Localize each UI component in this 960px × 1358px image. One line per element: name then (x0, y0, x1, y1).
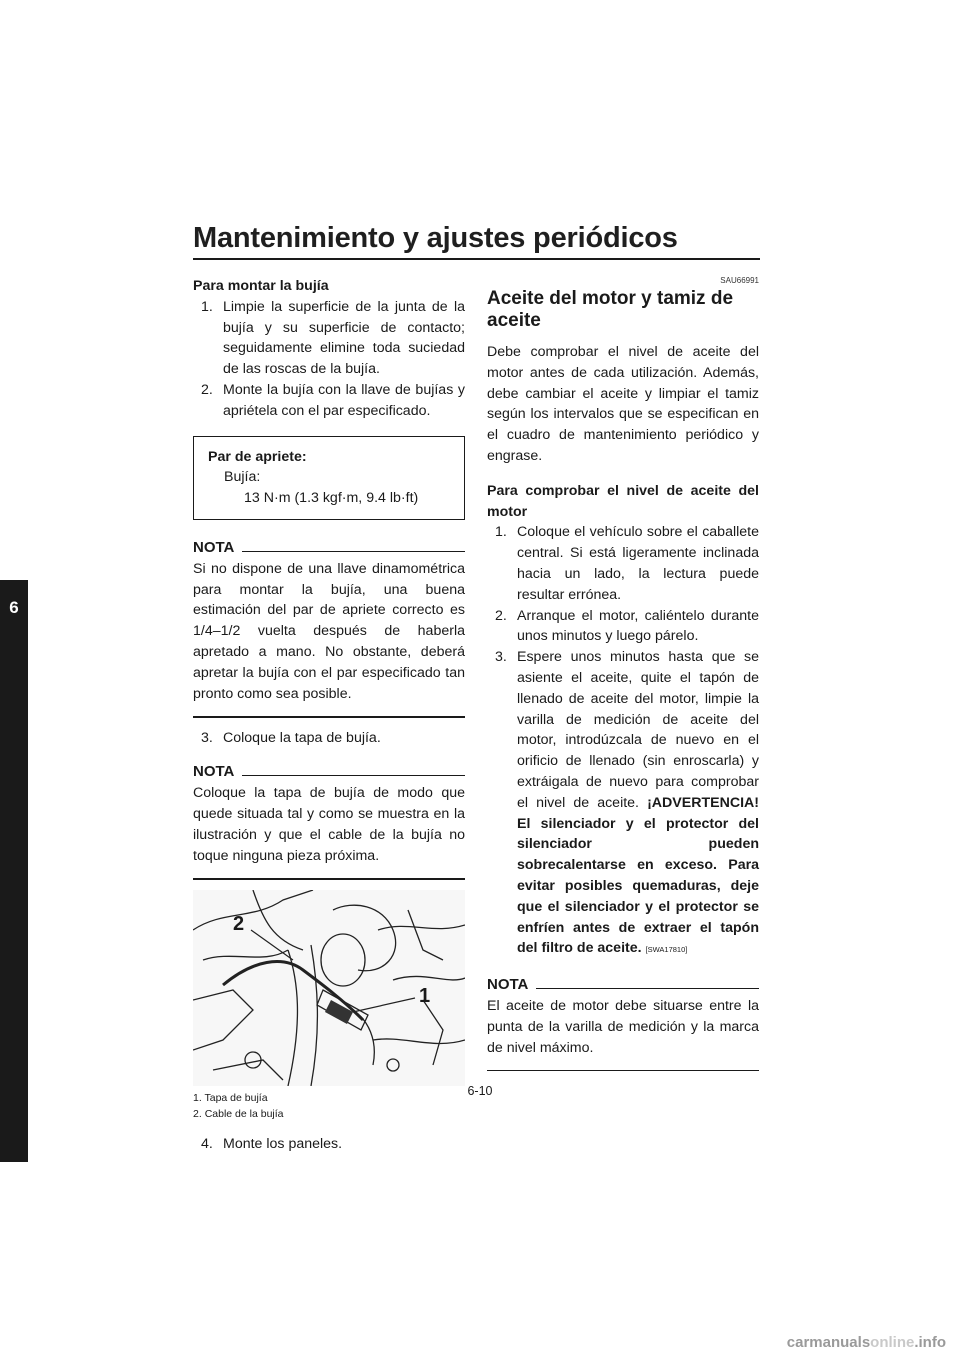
watermark (787, 1334, 946, 1351)
nota-end-rule (193, 878, 465, 879)
item-number: 1. (201, 298, 213, 315)
nota-header (193, 762, 465, 783)
caption-number: 2. (193, 1107, 202, 1120)
caption-line (193, 1106, 465, 1122)
list-item (487, 647, 759, 961)
watermark-part: online (870, 1334, 915, 1351)
item-text: Monte la bujía con la llave de bujías y apriételа con el par especificado. (223, 381, 465, 419)
nota-label: NOTA (487, 976, 529, 994)
check-heading: Para comprobar el nivel de aceite del motor (487, 482, 759, 520)
watermark-part: carmanuals (786, 1334, 871, 1351)
caption-number: 1. (193, 1091, 202, 1104)
item-number: 4. (201, 1135, 213, 1152)
caption-text: Tapa de bujía (204, 1091, 268, 1104)
list-item (193, 297, 465, 380)
item-text: Monte los paneles. (223, 1135, 343, 1152)
nota-rule (536, 988, 759, 989)
item-text: Espere unos minutos hasta que se asiente el aceite, quite el tapón de llenado de aceite del motor, limpie la varilla de medición de aceite del motor, introdúzcala de nuevo en el orificio de llenado (sin enroscarla) y extráigala de nuevo para comprobar el nivel de aceite. (517, 649, 759, 811)
right-column (487, 276, 759, 1081)
nota-label: NOTA (193, 538, 235, 556)
nota-rule (242, 551, 465, 552)
item-number: 2. (495, 607, 507, 624)
item-text: Coloque la tapa de bujía. (223, 729, 381, 746)
item-text: Arranque el motor, caliéntelo durante unos minutos y luego párelo. (517, 607, 759, 645)
page-title: Mantenimiento y ajustes periódicos (193, 222, 678, 254)
warning-code: [SWA17810] (645, 945, 688, 955)
nota-label: NOTA (193, 763, 235, 781)
section-title: Aceite del motor y tamiz de aceite (487, 288, 734, 331)
nota-end-rule (193, 716, 465, 717)
nota-end-rule (487, 1070, 759, 1071)
title-rule (193, 258, 760, 260)
item-number: 1. (495, 524, 507, 541)
spark-plug-illustration (193, 890, 465, 1086)
section-code: SAU66991 (720, 276, 759, 285)
torque-value: 13 N·m (1.3 kgf·m, 9.4 lb·ft) (244, 490, 419, 507)
item-number: 3. (201, 729, 213, 746)
caption-text: Cable de la bujía (204, 1107, 284, 1120)
nota-header (193, 538, 465, 559)
list-item (193, 728, 465, 749)
item-number: 3. (495, 649, 507, 666)
intro-paragraph: Debe comprobar el nivel de aceite del motor antes de cada utilización. Además, debe cambiar el aceite y limpiar el tamiz según los intervalos que se especifican en el cuadro de mantenimiento periódico y engrase. (487, 344, 759, 464)
list-item (193, 1134, 465, 1155)
item-text: Coloque el vehículo sobre el caballete central. Si está ligeramente inclinada hacia un lado, la lectura puede resultar errónea. (517, 524, 759, 603)
nota-text: Si no dispone de una llave dinamométrica para montar la bujía, una buena estimación del par de apriete correcto es 1/4–1/2 vuelta después de haberla apretado a mano. No obstante, deberá apretar la bujía con el par especificado tan pronto como sea posible. (193, 560, 465, 702)
callout-2: 2 (233, 912, 245, 935)
list-item (193, 380, 465, 422)
left-column (193, 276, 465, 1154)
chapter-number: 6 (9, 598, 19, 617)
nota-rule (242, 775, 465, 776)
chapter-tab (0, 580, 28, 1162)
nota-text: El aceite de motor debe situarse entre la punta de la varilla de medición y la marca de nivel máximo. (487, 997, 759, 1056)
torque-heading: Par de apriete: (208, 448, 307, 465)
torque-item: Bujía: (224, 469, 261, 486)
callout-1: 1 (419, 984, 431, 1007)
item-text: Limpie la superficie de la junta de la bujía y su superficie de contacto; seguidamente elimine toda suciedad de las roscas de la bujía. (223, 298, 465, 378)
nota-header (487, 975, 759, 996)
install-heading: Para montar la bujía (193, 278, 329, 294)
list-item (487, 522, 759, 605)
warning-text: ¡ADVERTENCIA! El silenciador y el protector del silenciador pueden sobrecalentarse en exceso. Para evitar posibles quemaduras, deje que el silenciador y el protector se enfríen antes de extraer el tapón del filtro de aceite. (517, 794, 759, 957)
list-item (487, 606, 759, 648)
page-number: 6-10 (467, 1084, 493, 1098)
torque-spec-box (193, 436, 465, 520)
watermark-part: .info (914, 1334, 946, 1351)
nota-text: Coloque la tapa de bujía de modo que quede situada tal y como se muestra en la ilustración y que el cable de la bujía no toque ninguna pieza próxima. (193, 785, 465, 864)
item-number: 2. (201, 381, 213, 398)
